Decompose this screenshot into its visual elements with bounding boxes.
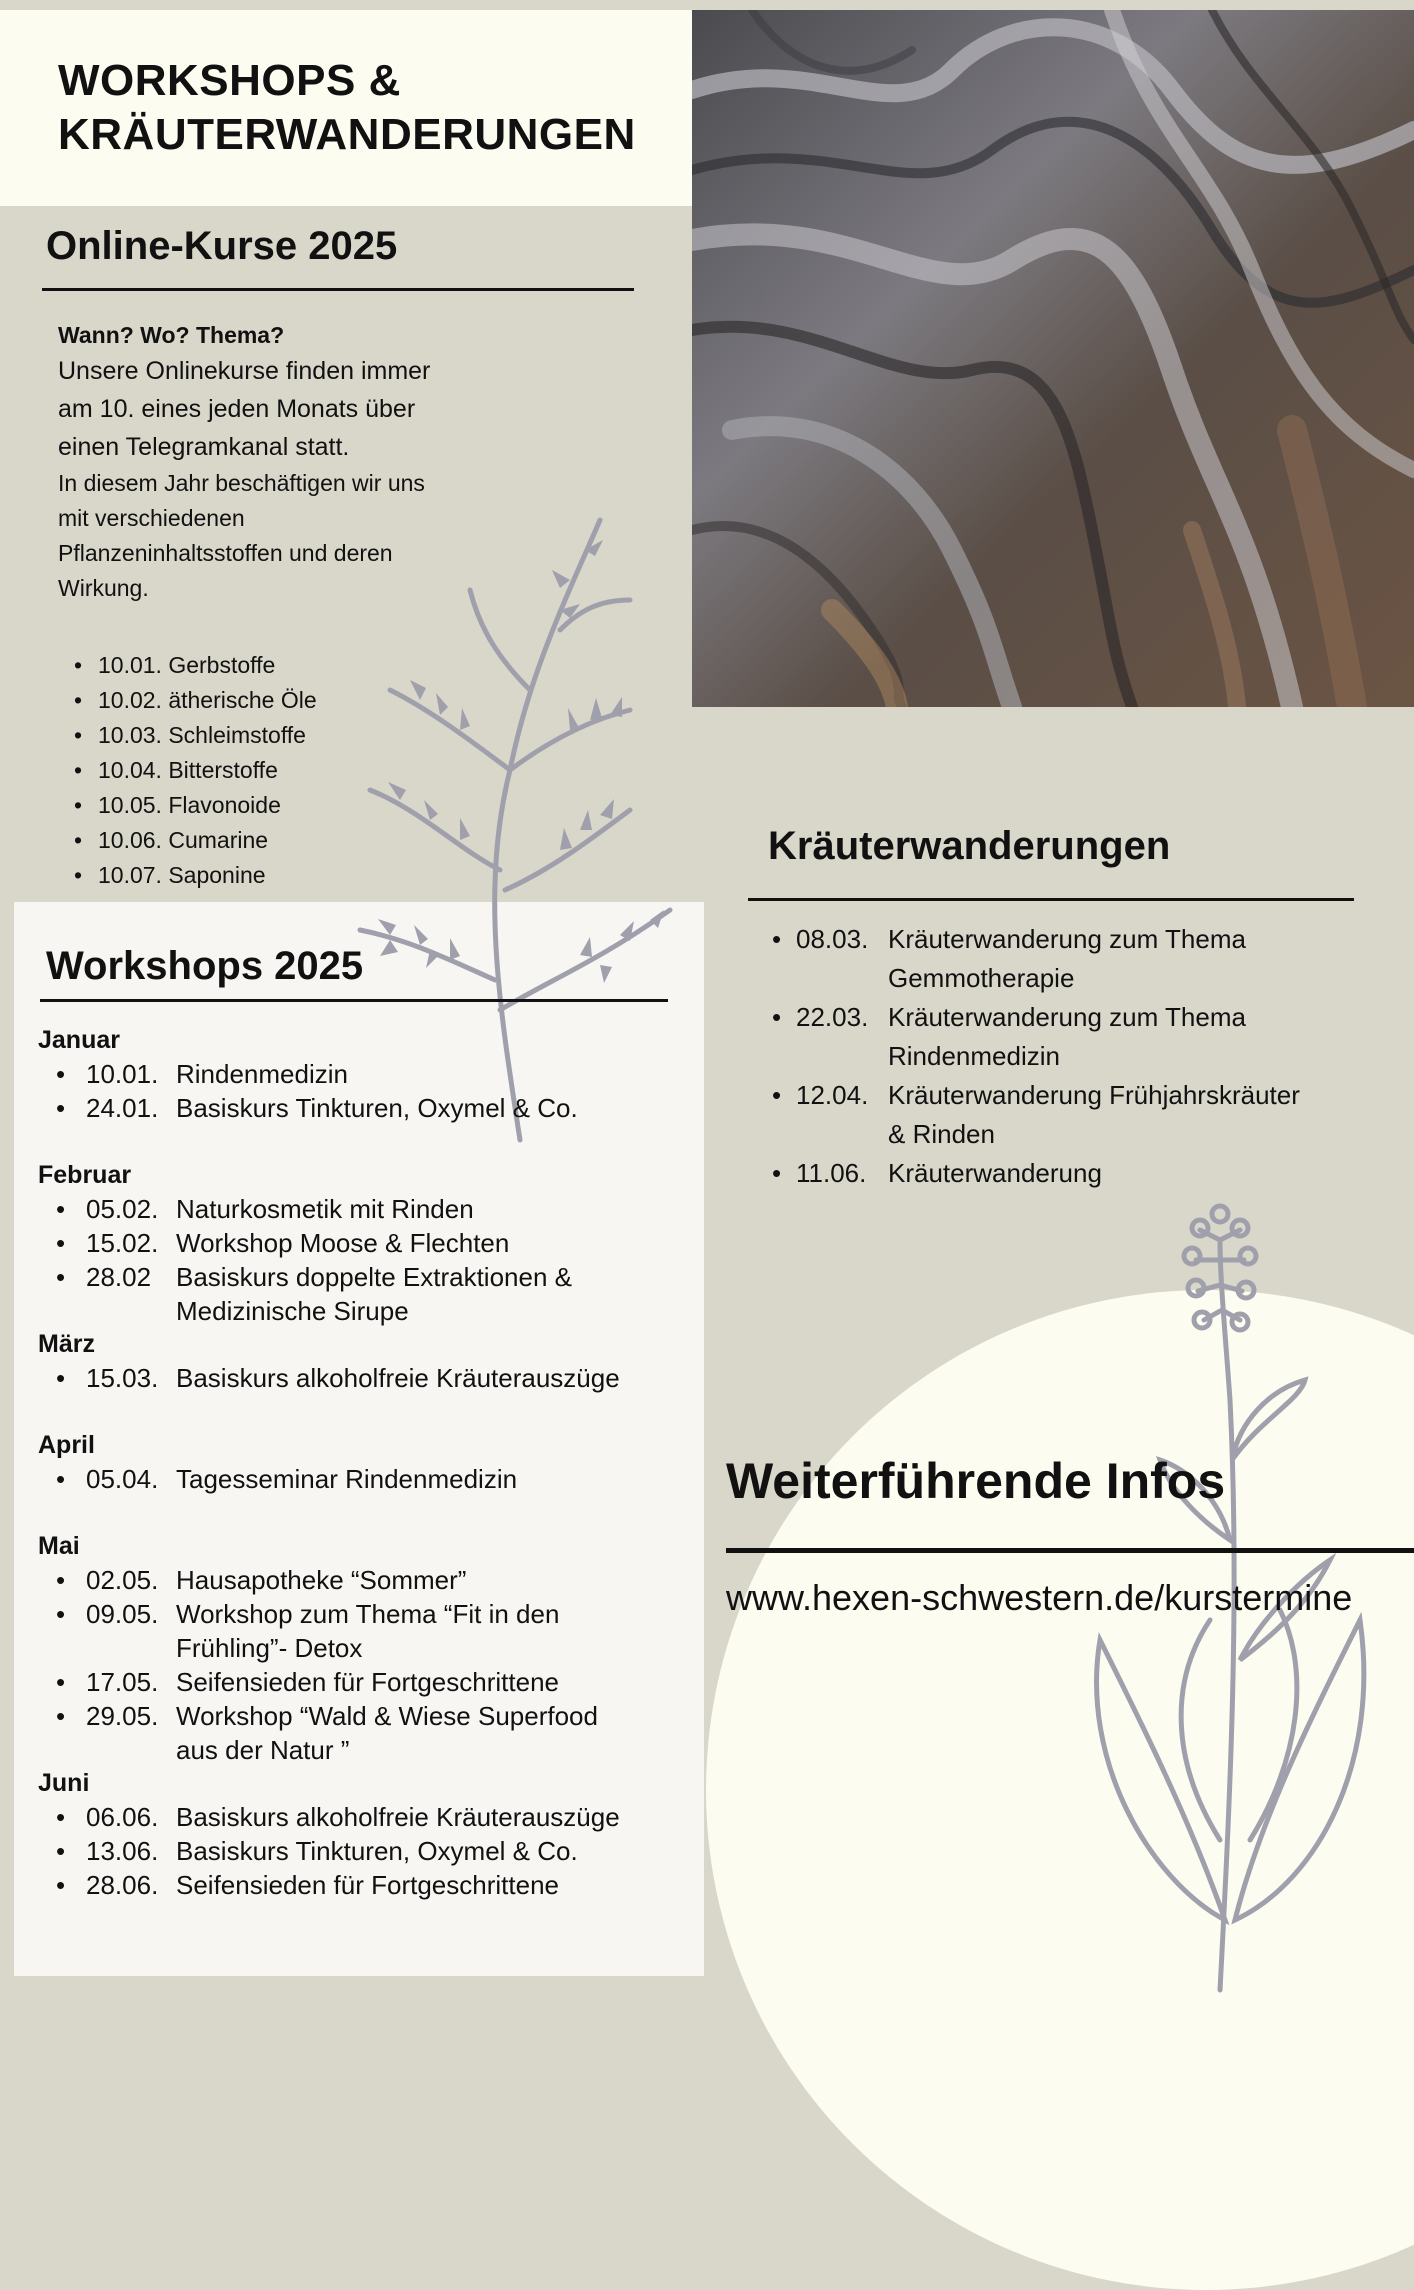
item-line: Naturkosmetik mit Rinden (176, 1194, 474, 1224)
workshops-heading: Workshops 2025 (46, 944, 364, 988)
month-label: Februar (38, 1161, 132, 1189)
month-items (38, 1462, 678, 1496)
list-item-row (86, 1834, 678, 1868)
online-detail-line: In diesem Jahr beschäftigen wir uns (58, 470, 425, 496)
item-date: • 28.02 (86, 1262, 152, 1292)
item-line: Rindenmedizin (176, 1059, 348, 1089)
item-line: Kräuterwanderung zum Thema (888, 1002, 1246, 1032)
item-line: aus der Natur ” (176, 1735, 350, 1765)
bark-photo (692, 10, 1414, 707)
item-date: • 02.05. (86, 1565, 159, 1595)
item-text (888, 1154, 1102, 1193)
list-item-row (86, 1361, 678, 1395)
item-text (176, 1699, 598, 1767)
online-description (58, 318, 518, 606)
item-line: Basiskurs Tinkturen, Oxymel & Co. (176, 1093, 578, 1123)
item-line: Seifensieden für Fortgeschrittene (176, 1870, 559, 1900)
list-item-row (86, 1226, 678, 1260)
month-block (38, 1159, 678, 1328)
online-intro-line: am 10. eines jeden Monats über (58, 395, 416, 423)
item-text (176, 1462, 517, 1496)
list-item (38, 1091, 678, 1125)
item-line: Gemmotherapie (888, 963, 1075, 993)
list-item-row (86, 1699, 678, 1767)
month-items (38, 1057, 678, 1125)
item-date: • 06.06. (86, 1802, 159, 1832)
item-date: • 13.06. (86, 1836, 159, 1866)
item-text (888, 920, 1246, 998)
item-date: • 08.03. (796, 924, 869, 954)
month-items (38, 1800, 678, 1902)
list-item (38, 1868, 678, 1902)
month-block (38, 1767, 678, 1902)
item-line: & Rinden (888, 1119, 995, 1149)
list-item (38, 1665, 678, 1699)
list-item (38, 1834, 678, 1868)
month-block (38, 1530, 678, 1767)
online-intro-line: einen Telegramkanal statt. (58, 433, 350, 461)
month-label: Juni (38, 1769, 90, 1797)
list-item-row (86, 1563, 678, 1597)
list-item: • 10.01. Gerbstoffe (58, 648, 498, 683)
list-item: • 10.07. Saponine (58, 858, 498, 893)
item-text (176, 1868, 559, 1902)
month-items (38, 1563, 678, 1767)
item-date: • 15.03. (86, 1363, 159, 1393)
workshops-rule (40, 999, 668, 1002)
online-intro (58, 352, 518, 466)
item-text (176, 1597, 559, 1665)
item-text (176, 1260, 572, 1328)
online-intro-line: Unsere Onlinekurse finden immer (58, 357, 431, 385)
item-line: Hausapotheke “Sommer” (176, 1565, 467, 1595)
list-item (38, 1800, 678, 1834)
month-block (38, 1024, 678, 1125)
item-line: Basiskurs doppelte Extraktionen & (176, 1262, 572, 1292)
list-item (756, 1076, 1356, 1154)
item-line: Rindenmedizin (888, 1041, 1060, 1071)
item-date: • 10.01. (86, 1059, 159, 1089)
list-item-row (86, 1800, 678, 1834)
list-item (38, 1260, 678, 1328)
item-line: Kräuterwanderung Frühjahrskräuter (888, 1080, 1300, 1110)
month-items (38, 1361, 678, 1395)
item-line: Tagesseminar Rindenmedizin (176, 1464, 518, 1494)
item-date: • 12.04. (796, 1080, 869, 1110)
item-date: • 05.02. (86, 1194, 159, 1224)
item-text (176, 1563, 466, 1597)
item-text (176, 1800, 620, 1834)
item-text (176, 1361, 620, 1395)
item-date: • 29.05. (86, 1701, 159, 1731)
list-item (38, 1462, 678, 1496)
list-item (756, 920, 1356, 998)
list-item (38, 1192, 678, 1226)
list-item-row (86, 1057, 678, 1091)
list-item-row (86, 1597, 678, 1665)
month-label: Mai (38, 1532, 80, 1560)
wanderungen-list (756, 920, 1356, 1193)
list-item: • 10.04. Bitterstoffe (58, 753, 498, 788)
item-line: Kräuterwanderung zum Thema (888, 924, 1246, 954)
list-item-row (86, 1665, 678, 1699)
item-line: Workshop zum Thema “Fit in den (176, 1599, 560, 1629)
wanderungen-rule (748, 898, 1354, 901)
item-text (176, 1192, 474, 1226)
item-text (176, 1091, 578, 1125)
list-item-row (86, 1868, 678, 1902)
list-item-row (86, 1462, 678, 1496)
title-line-1: WORKSHOPS & (58, 56, 401, 105)
list-item-row (796, 920, 1356, 998)
list-item-row (86, 1091, 678, 1125)
list-item (38, 1226, 678, 1260)
online-rule (42, 288, 634, 291)
item-date: • 17.05. (86, 1667, 159, 1697)
month-block (38, 1429, 678, 1496)
item-text (888, 998, 1246, 1076)
item-date: • 05.04. (86, 1464, 159, 1494)
item-date: • 28.06. (86, 1870, 159, 1900)
item-line: Workshop Moose & Flechten (176, 1228, 510, 1258)
title-line-2: KRÄUTERWANDERUNGEN (58, 110, 636, 159)
item-date: • 09.05. (86, 1599, 159, 1629)
online-heading: Online-Kurse 2025 (46, 224, 398, 268)
online-subheading: Wann? Wo? Thema? (58, 322, 285, 348)
month-label: März (38, 1330, 95, 1358)
item-date: • 15.02. (86, 1228, 159, 1258)
item-line: Workshop “Wald & Wiese Superfood (176, 1701, 598, 1731)
online-detail (58, 466, 518, 606)
list-item-row (86, 1192, 678, 1226)
list-item (38, 1597, 678, 1665)
item-text (176, 1226, 509, 1260)
list-item-row (796, 1154, 1356, 1193)
item-text (176, 1665, 559, 1699)
item-date: • 11.06. (796, 1158, 867, 1188)
list-item (38, 1563, 678, 1597)
month-items (38, 1192, 678, 1328)
item-line: Kräuterwanderung (888, 1158, 1102, 1188)
item-line: Basiskurs Tinkturen, Oxymel & Co. (176, 1836, 578, 1866)
list-item-row (86, 1260, 678, 1328)
online-detail-line: Pflanzeninhaltsstoffen und deren (58, 540, 393, 566)
infos-url-link[interactable]: www.hexen-schwestern.de/kurstermine (726, 1577, 1353, 1618)
month-block (38, 1328, 678, 1395)
item-text (888, 1076, 1300, 1154)
list-item (38, 1057, 678, 1091)
item-text (176, 1834, 578, 1868)
wanderungen-heading: Kräuterwanderungen (768, 824, 1171, 868)
item-text (176, 1057, 348, 1091)
infos-heading: Weiterführende Infos (726, 1453, 1226, 1509)
item-line: Frühling”- Detox (176, 1633, 363, 1663)
online-detail-line: Wirkung. (58, 575, 149, 601)
item-line: Seifensieden für Fortgeschrittene (176, 1667, 559, 1697)
online-course-list (58, 648, 498, 893)
month-label: April (38, 1431, 95, 1459)
item-date: • 24.01. (86, 1093, 159, 1123)
list-item: • 10.06. Cumarine (58, 823, 498, 858)
month-label: Januar (38, 1026, 120, 1054)
page-title (58, 54, 636, 162)
item-line: Basiskurs alkoholfreie Kräuterauszüge (176, 1802, 620, 1832)
list-item (38, 1699, 678, 1767)
list-item (756, 1154, 1356, 1193)
list-item-row (796, 1076, 1356, 1154)
online-detail-line: mit verschiedenen (58, 505, 245, 531)
list-item: • 10.05. Flavonoide (58, 788, 498, 823)
list-item-row (796, 998, 1356, 1076)
item-date: • 22.03. (796, 1002, 869, 1032)
workshops-list (38, 1024, 678, 1902)
item-line: Basiskurs alkoholfreie Kräuterauszüge (176, 1363, 620, 1393)
list-item: • 10.02. ätherische Öle (58, 683, 498, 718)
list-item (38, 1361, 678, 1395)
infos-rule (726, 1548, 1414, 1553)
list-item (756, 998, 1356, 1076)
item-line: Medizinische Sirupe (176, 1296, 409, 1326)
list-item: • 10.03. Schleimstoffe (58, 718, 498, 753)
